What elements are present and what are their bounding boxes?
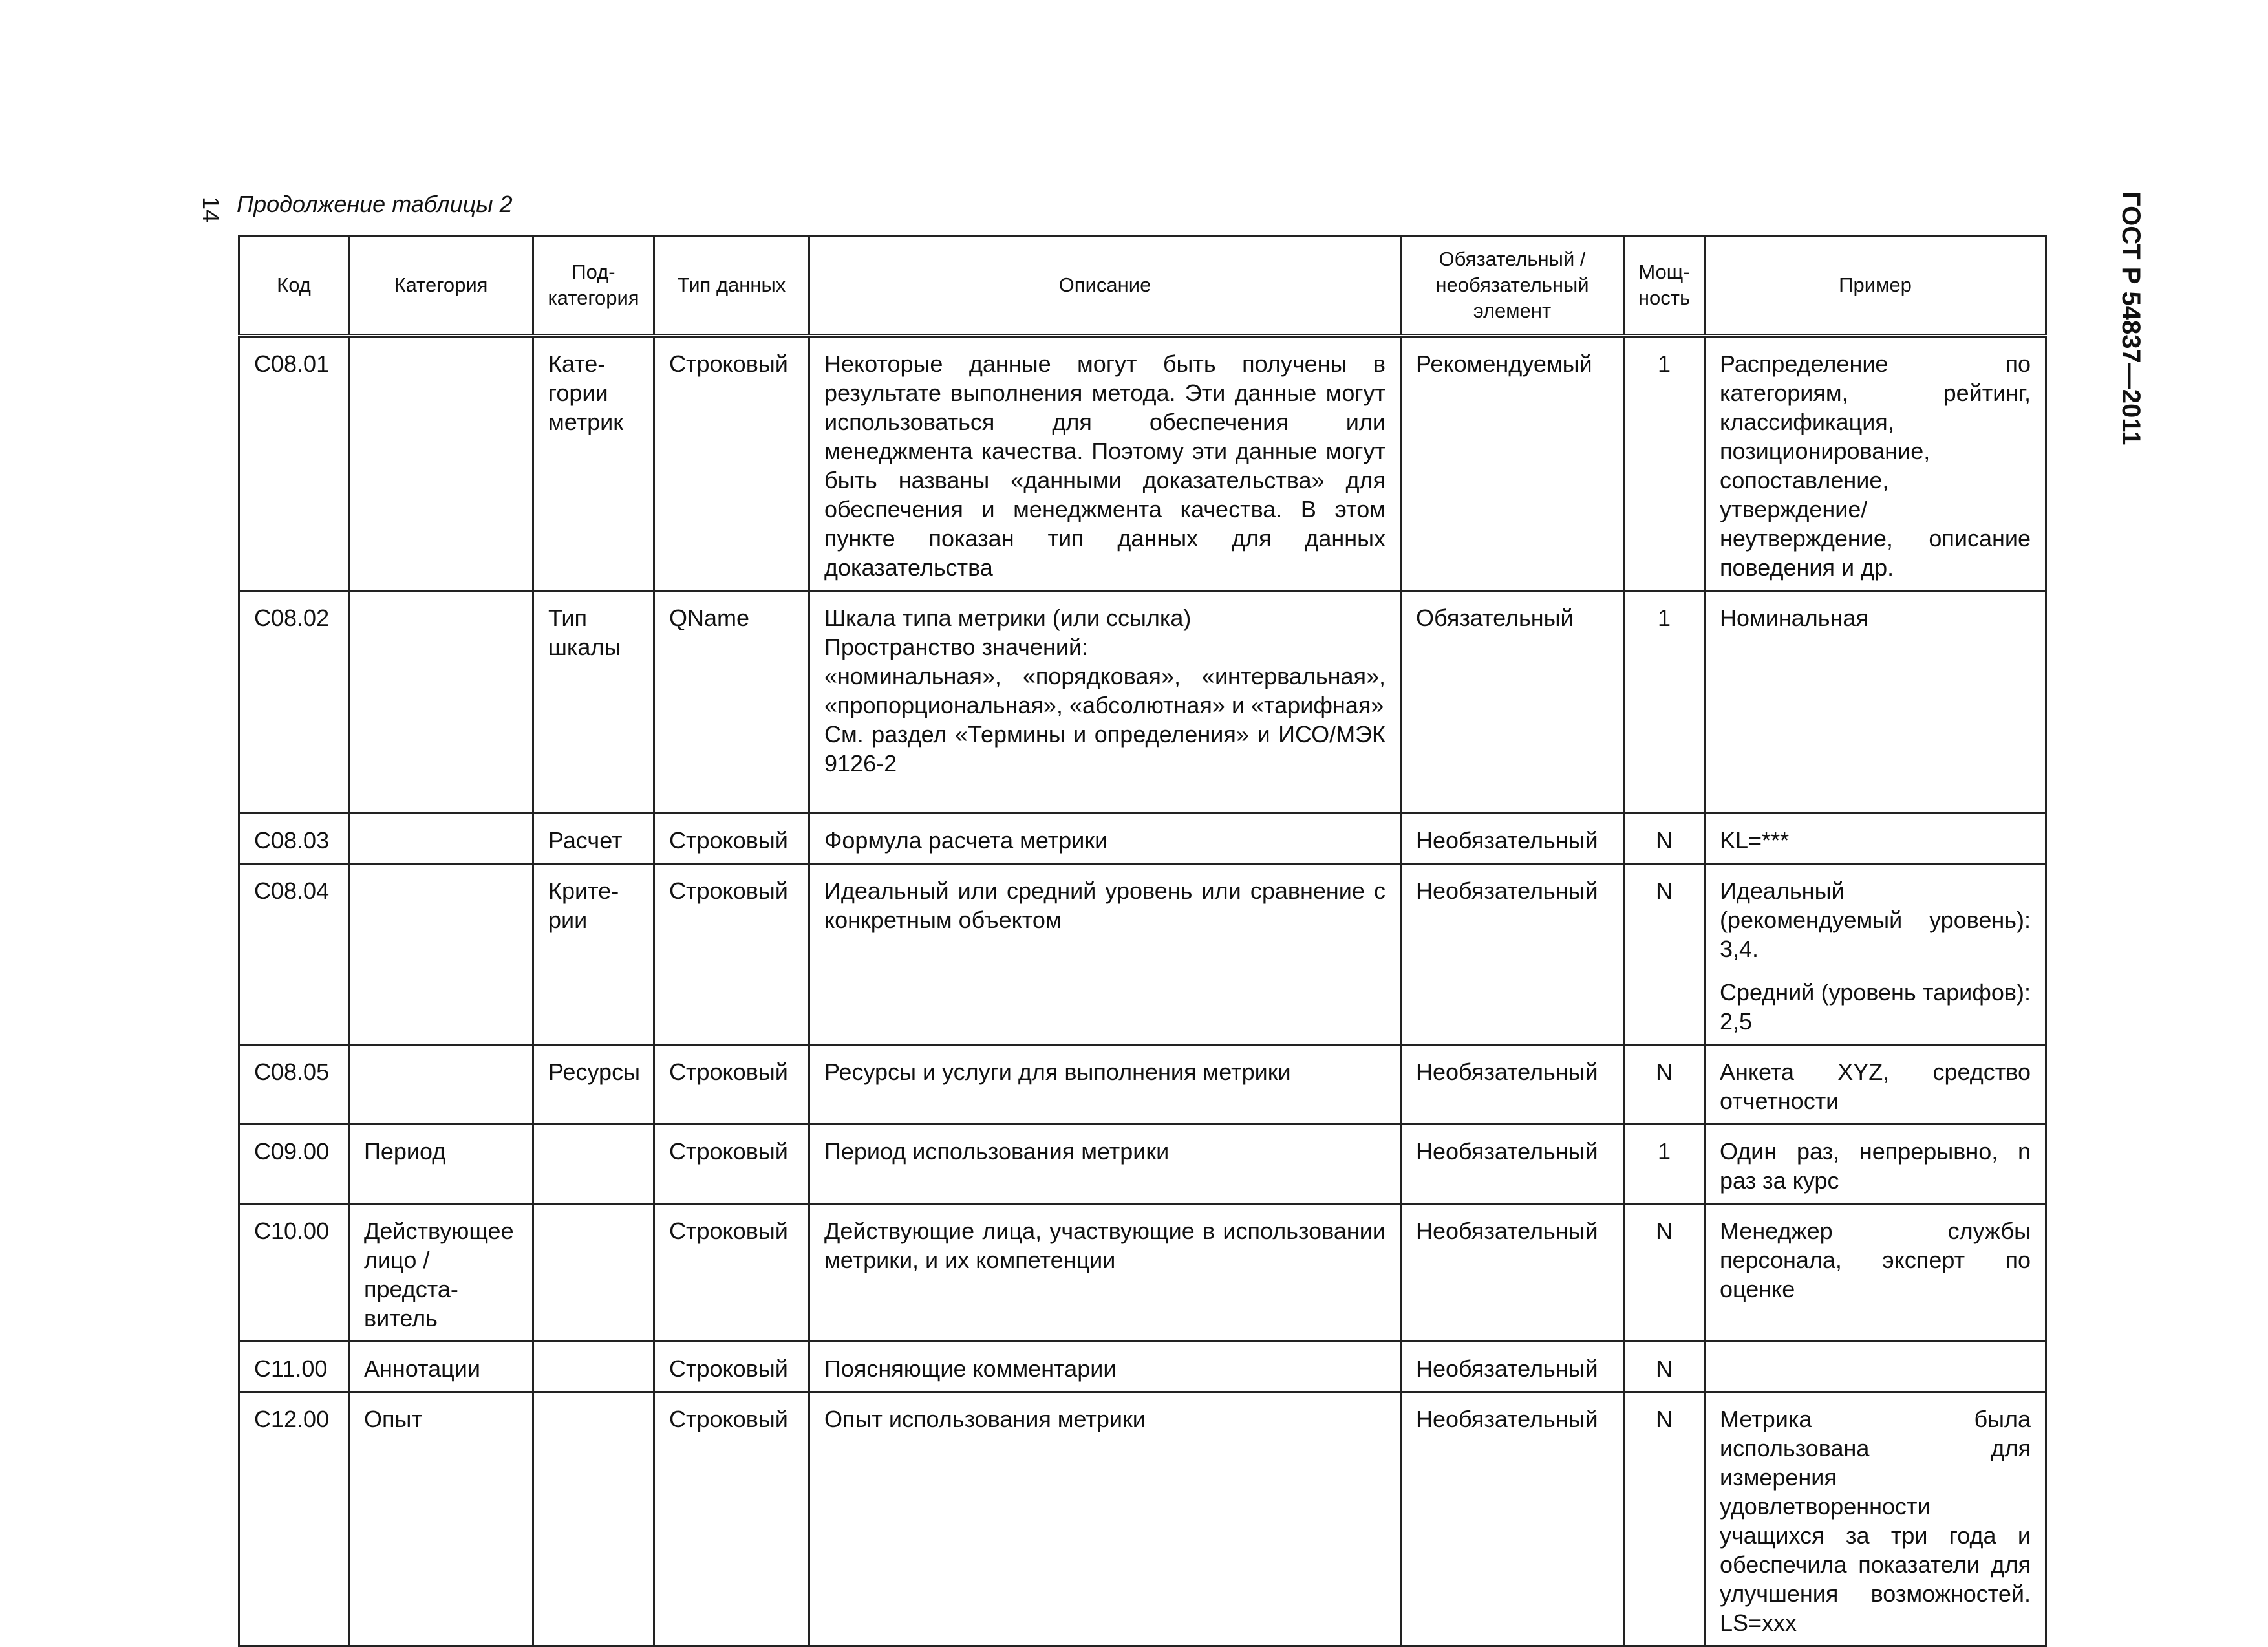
cell-category xyxy=(349,813,533,864)
cell-power: N xyxy=(1624,1204,1705,1342)
cell-code: C08.01 xyxy=(239,336,349,591)
example-paragraph: Идеальный (рекомендуемый уровень): 3,4. xyxy=(1720,877,2031,962)
cell-subcategory xyxy=(533,1204,654,1342)
cell-datatype: Строковый xyxy=(654,1392,809,1646)
cell-code: C08.05 xyxy=(239,1045,349,1125)
cell-description: Ресурсы и услуги для выполнения метрики xyxy=(809,1045,1401,1125)
page-number: 14 xyxy=(198,196,224,223)
cell-subcategory xyxy=(533,1392,654,1646)
cell-code: C11.00 xyxy=(239,1342,349,1392)
cell-obligation: Необязательный xyxy=(1401,1342,1624,1392)
table-row xyxy=(239,336,2046,591)
table-row xyxy=(239,1342,2046,1392)
table-row xyxy=(239,1392,2046,1646)
cell-description: Опыт использования метрики xyxy=(809,1392,1401,1646)
example-paragraph: Метрика была использована для измерения удовлетворенности учащихся за три года и обеспечила показатели для улучшения возможностей. LS=xxx xyxy=(1720,1406,2031,1636)
cell-code: C08.04 xyxy=(239,864,349,1045)
header-power: Мощ- ность xyxy=(1624,236,1705,336)
header-obligation: Обязательный / необязательный элемент xyxy=(1401,236,1624,336)
example-paragraph: Номинальная xyxy=(1720,605,1868,631)
cell-code: C09.00 xyxy=(239,1125,349,1204)
cell-subcategory xyxy=(533,1342,654,1392)
cell-example xyxy=(1705,813,2046,864)
cell-description: Шкала типа метрики (или ссылка) Пространство значений: «номинальная», «порядковая», «интервальная», «пропорциональная», «абсолютная» и «тарифная» См. раздел «Термины и определения» и ИСО/МЭК 9126-2 xyxy=(809,591,1401,813)
cell-datatype: Строковый xyxy=(654,1342,809,1392)
cell-code: C08.03 xyxy=(239,813,349,864)
cell-description: Период использования метрики xyxy=(809,1125,1401,1204)
cell-datatype: Строковый xyxy=(654,1045,809,1125)
cell-obligation: Необязательный xyxy=(1401,1392,1624,1646)
cell-datatype: Строковый xyxy=(654,864,809,1045)
document-designation: ГОСТ Р 54837—2011 xyxy=(2117,191,2145,446)
cell-code: C12.00 xyxy=(239,1392,349,1646)
table-row xyxy=(239,864,2046,1045)
example-paragraph: Менеджер службы персонала, эксперт по оценке xyxy=(1720,1218,2031,1302)
cell-obligation: Необязательный xyxy=(1401,1125,1624,1204)
cell-category: Действующее лицо / предста- витель xyxy=(349,1204,533,1342)
example-paragraph: Анкета XYZ, средство отчетности xyxy=(1720,1059,2031,1114)
cell-description: Поясняющие комментарии xyxy=(809,1342,1401,1392)
cell-category xyxy=(349,591,533,813)
cell-obligation: Рекомендуемый xyxy=(1401,336,1624,591)
cell-power: N xyxy=(1624,1045,1705,1125)
header-category: Категория xyxy=(349,236,533,336)
cell-subcategory: Кате- гории метрик xyxy=(533,336,654,591)
table-caption: Продолжение таблицы 2 xyxy=(237,191,513,217)
cell-datatype: Строковый xyxy=(654,336,809,591)
header-example: Пример xyxy=(1705,236,2046,336)
example-paragraph: Средний (уровень тарифов): 2,5 xyxy=(1720,979,2031,1035)
cell-power: 1 xyxy=(1624,591,1705,813)
cell-example xyxy=(1705,1392,2046,1646)
cell-description: Некоторые данные могут быть получены в результате выполнения метода. Эти данные могут использоваться для обеспечения или менеджмента качества. Поэтому эти данные могут быть названы «данными доказательства» для обеспечения и менеджмента качества. В этом пункте показан тип данных для данных доказательства xyxy=(809,336,1401,591)
cell-datatype: Строковый xyxy=(654,813,809,864)
table-header-row xyxy=(239,236,2046,336)
cell-description: Идеальный или средний уровень или сравнение с конкретным объектом xyxy=(809,864,1401,1045)
metrics-table xyxy=(238,235,2047,1647)
cell-subcategory: Крите- рии xyxy=(533,864,654,1045)
cell-description: Действующие лица, участвующие в использовании метрики, и их компетенции xyxy=(809,1204,1401,1342)
header-code: Код xyxy=(239,236,349,336)
table-row xyxy=(239,1204,2046,1342)
cell-category xyxy=(349,864,533,1045)
cell-datatype: QName xyxy=(654,591,809,813)
cell-power: N xyxy=(1624,864,1705,1045)
header-subcategory: Под- категория xyxy=(533,236,654,336)
example-paragraph: Один раз, непрерывно, n раз за курс xyxy=(1720,1138,2031,1194)
header-description: Описание xyxy=(809,236,1401,336)
cell-obligation: Необязательный xyxy=(1401,1045,1624,1125)
cell-datatype: Строковый xyxy=(654,1204,809,1342)
cell-obligation: Необязательный xyxy=(1401,813,1624,864)
cell-category: Опыт xyxy=(349,1392,533,1646)
header-datatype: Тип данных xyxy=(654,236,809,336)
table-body xyxy=(239,336,2046,1646)
cell-code: C08.02 xyxy=(239,591,349,813)
cell-example xyxy=(1705,864,2046,1045)
cell-obligation: Необязательный xyxy=(1401,1204,1624,1342)
cell-power: N xyxy=(1624,813,1705,864)
cell-power: 1 xyxy=(1624,336,1705,591)
cell-category xyxy=(349,1045,533,1125)
cell-datatype: Строковый xyxy=(654,1125,809,1204)
table-row xyxy=(239,813,2046,864)
cell-obligation: Необязательный xyxy=(1401,864,1624,1045)
cell-power: N xyxy=(1624,1342,1705,1392)
cell-subcategory: Тип шкалы xyxy=(533,591,654,813)
cell-example xyxy=(1705,1342,2046,1392)
cell-obligation: Обязательный xyxy=(1401,591,1624,813)
cell-example xyxy=(1705,336,2046,591)
cell-description: Формула расчета метрики xyxy=(809,813,1401,864)
table-row xyxy=(239,591,2046,813)
example-paragraph: Распределение по категориям, рейтинг, классификация, позиционирование, сопоставление, утверждение/неутверждение, описание поведения и др. xyxy=(1720,350,2031,581)
cell-power: 1 xyxy=(1624,1125,1705,1204)
cell-example xyxy=(1705,591,2046,813)
cell-subcategory xyxy=(533,1125,654,1204)
cell-code: C10.00 xyxy=(239,1204,349,1342)
table-row xyxy=(239,1045,2046,1125)
cell-category: Аннотации xyxy=(349,1342,533,1392)
cell-example xyxy=(1705,1125,2046,1204)
cell-category: Период xyxy=(349,1125,533,1204)
table-row xyxy=(239,1125,2046,1204)
cell-subcategory: Ресурсы xyxy=(533,1045,654,1125)
cell-category xyxy=(349,336,533,591)
cell-example xyxy=(1705,1204,2046,1342)
cell-subcategory: Расчет xyxy=(533,813,654,864)
cell-power: N xyxy=(1624,1392,1705,1646)
example-paragraph: KL=*** xyxy=(1720,827,1790,854)
cell-example xyxy=(1705,1045,2046,1125)
